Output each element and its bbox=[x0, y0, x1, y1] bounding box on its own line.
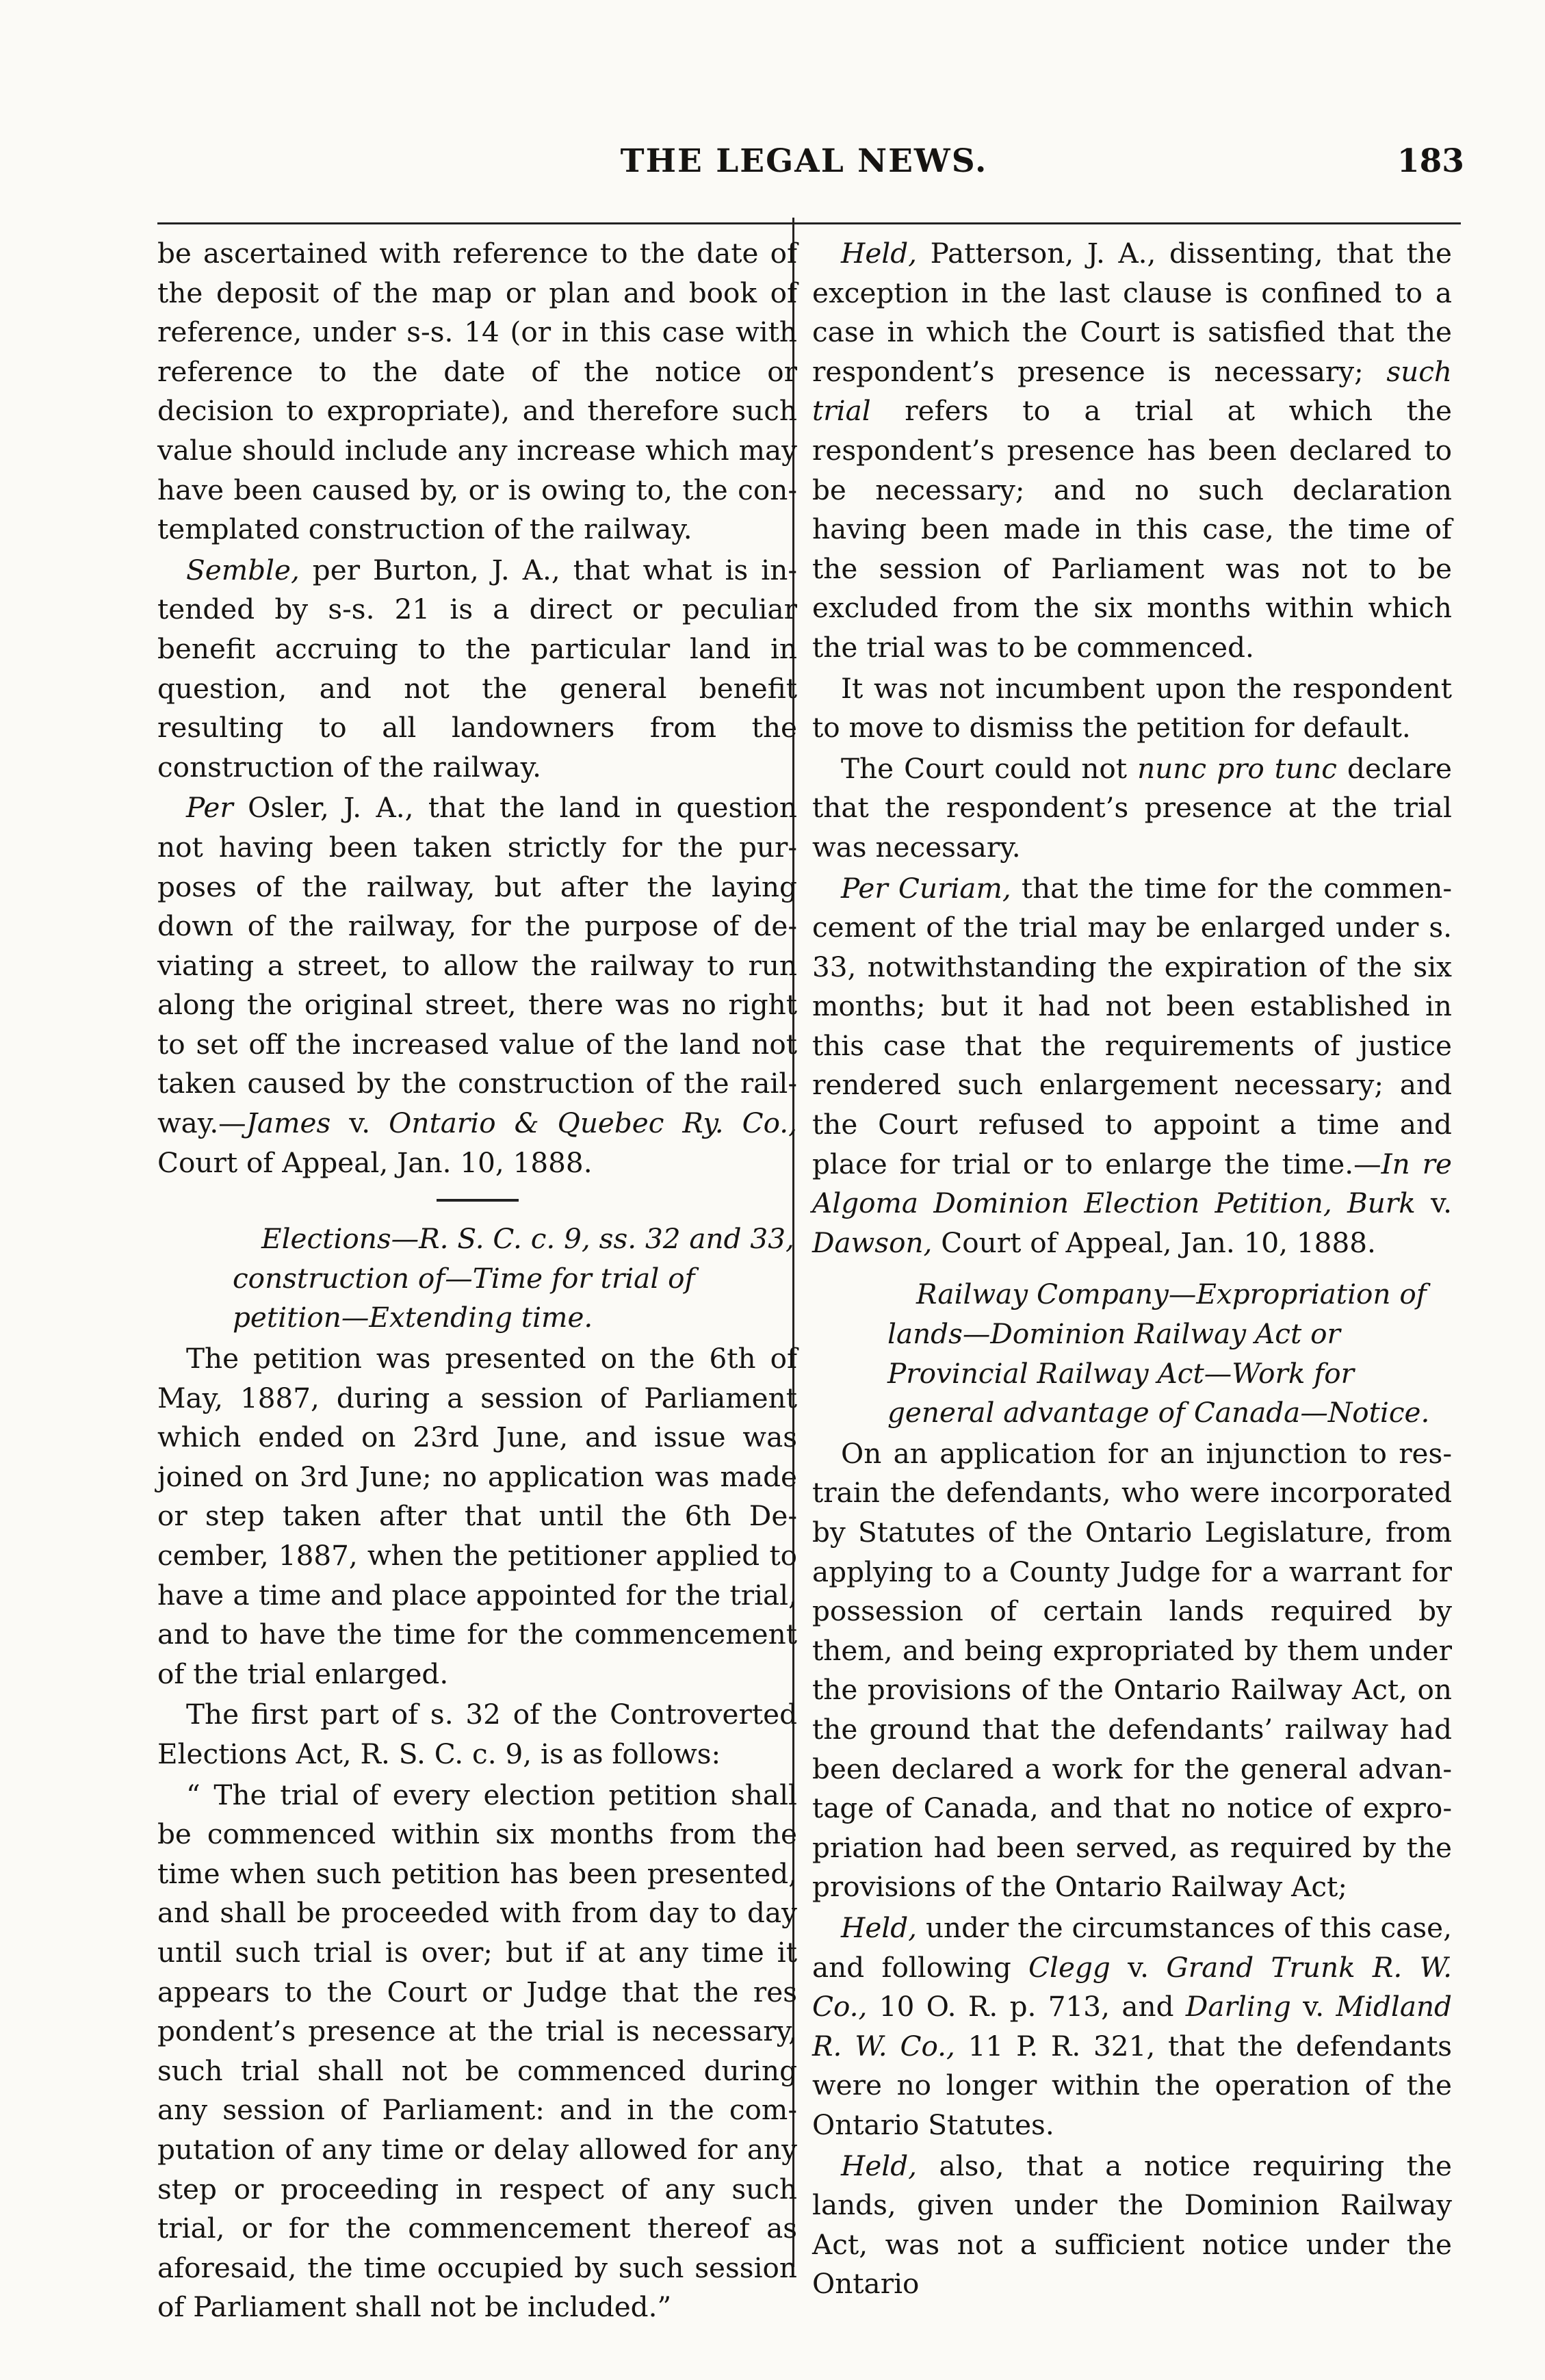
head-note: Elections—R. S. C. c. 9, ss. 32 and 33, construction of—Time for trial of petition—Extending time. bbox=[233, 1222, 794, 1334]
paragraph: The Court could not nunc pro tunc declare that the respondent’s presence at the trial was necessary. bbox=[812, 751, 1452, 864]
paragraph: Held, also, that a notice requiring the lands, given under the Dominion Railway Act, was not a sufficient notice under the Ontario bbox=[812, 2149, 1452, 2301]
page-number: 183 bbox=[1397, 142, 1464, 180]
page-header bbox=[144, 130, 1464, 192]
paragraph: Per Curiam, that the time for the commencement of the trial may be enlarged under s. 33, notwithstanding the expiration of the six months; but it had not been established in this case that the requirements of justice rendered such enlargement necessary; and the Court refused to appoint a time and place for trial or to enlarge the time.—In re Algoma Dominion Election Petition, Burk v. Dawson, Court of Appeal, Jan. 10, 1888. bbox=[812, 871, 1452, 1259]
paragraph: On an application for an injunction to restrain the defendants, who were incorporated by Statutes of the Ontario Legislature, from applying to a County Judge for a warrant for possession of certain lands required by them, and being expropriated by them under the provisions of the Ontario Railway Act, on the ground that the defendants’ railway had been declared a work for the general advantage of Canada, and that no notice of expropriation had been served, as required by the provisions of the Ontario Railway Act; bbox=[812, 1436, 1452, 1904]
header-rule bbox=[157, 222, 1461, 224]
section-rule bbox=[437, 1199, 519, 1202]
head-note: Railway Company—Expropriation of lands—Dominion Railway Act or Provincial Railway Act—Work for general advantage of Canada—Notice. bbox=[887, 1278, 1430, 1430]
paragraph: Held, Patterson, J. A., dissenting, that the exception in the last clause is confined to a case in which the Court is satisfied that the respondent’s presence is necessary; such trial refers to a trial at which the respondent’s presence has been declared to be necessary; and no such declaration having been made in this case, the time of the session of Parliament was not to be excluded from the six months within which the trial was to be commenced. bbox=[812, 237, 1452, 664]
quotation: “ The trial of every election petition shall be commenced within six months from the time when such petition has been presented, and shall be proceeded with from day to day until such trial is over; but if at any time it appears to the Court or Judge that the res pondent’s presence at the trial is necessary, such trial shall not be commenced during any session of Parliament: and in the computation of any time or delay allowed for any step or proceeding in respect of any such trial, or for the commencement thereof as aforesaid, the time occupied by such session of Parliament shall not be included.” bbox=[157, 1778, 797, 2324]
paragraph: be ascertained with reference to the date of the deposit of the map or plan and book of reference, under s-s. 14 (or in this case with reference to the date of the notice or decision to expropriate), and therefore such value should include any increase which may have been caused by, or is owing to, the contemplated construction of the railway. bbox=[157, 237, 797, 546]
paragraph: Semble, per Burton, J. A., that what is intended by s-s. 21 is a direct or peculiar benefit accruing to the particular land in question, and not the general benefit resulting to all landowners from the construction of the railway. bbox=[157, 553, 797, 784]
paragraph: Per Osler, J. A., that the land in question not having been taken strictly for the purposes of the railway, but after the laying down of the railway, for the purpose of deviating a street, to allow the railway to run along the original street, there was no right to set off the increased value of the land not taken caused by the construction of the railway.—James v. Ontario & Quebec Ry. Co., Court of Appeal, Jan. 10, 1888. bbox=[157, 791, 797, 1179]
paragraph: The petition was presented on the 6th of May, 1887, during a session of Parliament which ended on 23rd June, and issue was joined on 3rd June; no application was made or step taken after that until the 6th December, 1887, when the petitioner applied to have a time and place appointed for the trial, and to have the time for the commencement of the trial enlarged. bbox=[157, 1342, 797, 1690]
paragraph: The first part of s. 32 of the Controverted Elections Act, R. S. C. c. 9, is as follows: bbox=[157, 1698, 797, 1770]
right-column bbox=[812, 234, 1452, 2305]
paragraph: It was not incumbent upon the respondent to move to dismiss the petition for default. bbox=[812, 671, 1452, 745]
left-column bbox=[157, 234, 797, 2329]
paragraph: Held, under the circumstances of this case, and following Clegg v. Grand Trunk R. W. Co., 10 O. R. p. 713, and Darling v. Midland R. W. Co., 11 P. R. 321, that the defendants were no longer within the operation of the Ontario Statutes. bbox=[812, 1911, 1452, 2141]
running-title: THE LEGAL NEWS. bbox=[620, 142, 988, 180]
spacer bbox=[812, 1264, 1452, 1275]
